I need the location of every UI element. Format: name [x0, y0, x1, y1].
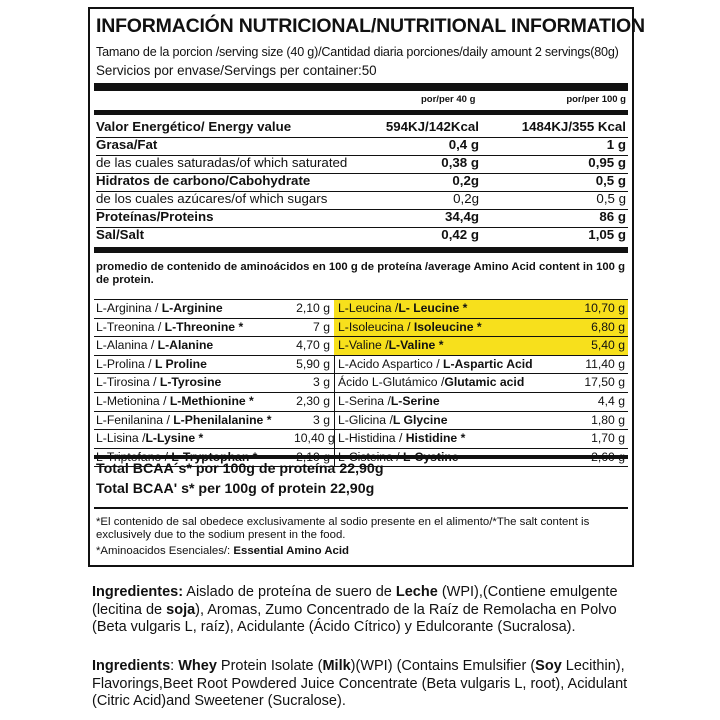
amino-right-value: 5,40 g — [591, 338, 625, 353]
amino-right-value: 1,80 g — [591, 412, 625, 427]
amino-left-name: L-Treonina / L-Threonine * — [96, 319, 244, 334]
amino-right-value: 10,70 g — [584, 301, 625, 315]
col-header-per100: por/per 100 g — [566, 94, 626, 105]
amino-row — [94, 374, 628, 393]
amino-left-value: 2,10 g — [296, 301, 330, 315]
total-bcaa-es: Total BCAA´s* por 100g de proteína 22,90g — [96, 461, 384, 477]
amino-table — [94, 299, 628, 467]
amino-heading: promedio de contenido de aminoácidos en 100 g de proteína /average Amino Acid content in 100 g de protein. — [96, 261, 625, 286]
nutrient-row — [96, 173, 628, 192]
amino-right-name: Ácido L-Glutámico /Glutamic acid — [338, 375, 525, 390]
amino-right-value: 4,4 g — [597, 393, 625, 408]
col-header-per40: por/per 40 g — [421, 94, 476, 105]
nutrient-row — [96, 227, 628, 245]
amino-left-name: L-Lisina /L-Lysine * — [96, 431, 204, 446]
nutrient-value-per40: 0,38 g — [441, 155, 479, 170]
nutrient-row — [96, 119, 628, 138]
amino-left-name: L-Arginina / L-Arginine — [96, 301, 223, 315]
amino-left-value: 3 g — [313, 375, 330, 390]
amino-row — [94, 319, 628, 338]
nutrition-panel — [88, 7, 645, 567]
amino-left-value: 5,90 g — [296, 356, 330, 371]
nutrient-value-per100: 0,95 g — [588, 155, 626, 170]
amino-row — [94, 300, 628, 319]
nutrient-value-per100: 0,5 g — [596, 191, 626, 206]
nutrient-value-per100: 1 g — [606, 137, 626, 152]
amino-left-value: 3 g — [313, 412, 330, 427]
nutrient-row — [96, 209, 628, 228]
amino-right-name: L-Valine /L-Valine * — [338, 338, 444, 353]
amino-left-value: 10,40 g — [294, 431, 335, 446]
nutrient-value-per40: 594KJ/142Kcal — [385, 119, 479, 134]
amino-left-name: L-Metionina / L-Methionine * — [96, 393, 254, 408]
nutrient-label: Hidratos de carbono/Cabohydrate — [96, 173, 311, 188]
nutrient-row — [96, 137, 628, 156]
nutrient-value-per40: 0,2g — [452, 173, 479, 188]
divider — [94, 110, 628, 115]
nutrient-label: Sal/Salt — [96, 227, 145, 242]
amino-right-name: L-Glicina /L Glycine — [338, 412, 448, 427]
amino-right-name: L-Acido Aspartico / L-Aspartic Acid — [338, 356, 533, 371]
amino-right-name: L-Histidina / Histidine * — [338, 431, 466, 446]
serving-size: Tamano de la porcion /serving size (40 g)/Cantidad diaria porciones/daily amount 2 servings(80g) — [96, 45, 619, 59]
amino-right-name: L-Serina /L-Serine — [338, 393, 440, 408]
amino-left-name: L-Fenilanina / L-Phenilalanine * — [96, 412, 272, 427]
amino-left-value: 4,70 g — [296, 338, 330, 353]
divider — [94, 507, 628, 509]
amino-left-name: L-Prolina / L Proline — [96, 356, 207, 371]
nutrient-value-per40: 0,42 g — [441, 227, 479, 242]
amino-row — [94, 337, 628, 356]
nutrient-label: de las cuales saturadas/of which saturated — [96, 155, 348, 170]
amino-left-value: 7 g — [313, 319, 330, 334]
nutrient-label: de los cuales azúcares/of which sugars — [96, 191, 328, 206]
amino-row — [94, 393, 628, 412]
nutrient-value-per100: 1,05 g — [588, 227, 626, 242]
divider — [94, 455, 628, 459]
amino-right-value: 6,80 g — [591, 319, 625, 334]
nutrient-row — [96, 191, 628, 210]
amino-left-name: L-Tirosina / L-Tyrosine — [96, 375, 222, 390]
nutrient-label: Valor Energético/ Energy value — [96, 119, 292, 134]
amino-right-name: L-Isoleucina / Isoleucine * — [338, 319, 482, 334]
divider — [94, 83, 628, 91]
amino-right-value: 11,40 g — [585, 356, 625, 371]
footnote-salt: *El contenido de sal obedece exclusivamente al sodio presente en el alimento/*The salt content is exclusively due to the sodium present in the food. — [96, 516, 590, 541]
amino-row — [94, 430, 628, 449]
nutrient-row — [96, 155, 628, 174]
nutrient-label: Proteínas/Proteins — [96, 209, 214, 224]
nutrient-value-per100: 0,5 g — [595, 173, 626, 188]
amino-left-value: 2,30 g — [296, 393, 330, 408]
amino-right-name: L-Leucina /L- Leucine * — [338, 301, 468, 315]
panel-title: INFORMACIÓN NUTRICIONAL/NUTRITIONAL INFORMATION — [96, 15, 645, 37]
nutrient-value-per100: 86 g — [599, 209, 626, 224]
nutrient-value-per40: 0,2g — [453, 191, 479, 206]
ingredients-es: Ingredientes: Aislado de proteína de suero de Leche (WPI),(Contiene emulgente (lecitina de soja), Aromas, Zumo Concentrado de la Raíz de Remolacha en Polvo (Beta vulgaris L, raíz), Acidulante (Ácido Cítrico) y Edulcorante (Sucralosa). — [92, 584, 618, 635]
footnote-essential: *Aminoacidos Esenciales/: Essential Amino Acid — [96, 545, 350, 557]
amino-row — [94, 356, 628, 375]
nutrient-value-per100: 1484KJ/355 Kcal — [521, 119, 626, 134]
total-bcaa-en: Total BCAA' s* per 100g of protein 22,90g — [96, 481, 375, 497]
amino-right-value: 1,70 g — [591, 431, 625, 446]
amino-right-value: 17,50 g — [584, 375, 625, 390]
divider — [94, 247, 628, 253]
amino-left-name: L-Alanina / L-Alanine — [96, 338, 214, 353]
ingredients-en: Ingredients: Whey Protein Isolate (Milk)(WPI) (Contains Emulsifier (Soy Lecithin), Flavorings,Beet Root Powdered Juice Concentrate (Beta vulgaris L, root), Acidulant (Citric Acid)and Sweetener (Sucralose). — [92, 658, 628, 709]
nutrient-value-per40: 0,4 g — [448, 137, 479, 152]
nutrient-label: Grasa/Fat — [96, 137, 158, 152]
servings-per-container: Servicios por envase/Servings per container:50 — [96, 63, 377, 78]
nutrient-value-per40: 34,4g — [444, 209, 479, 224]
amino-row — [94, 412, 628, 431]
